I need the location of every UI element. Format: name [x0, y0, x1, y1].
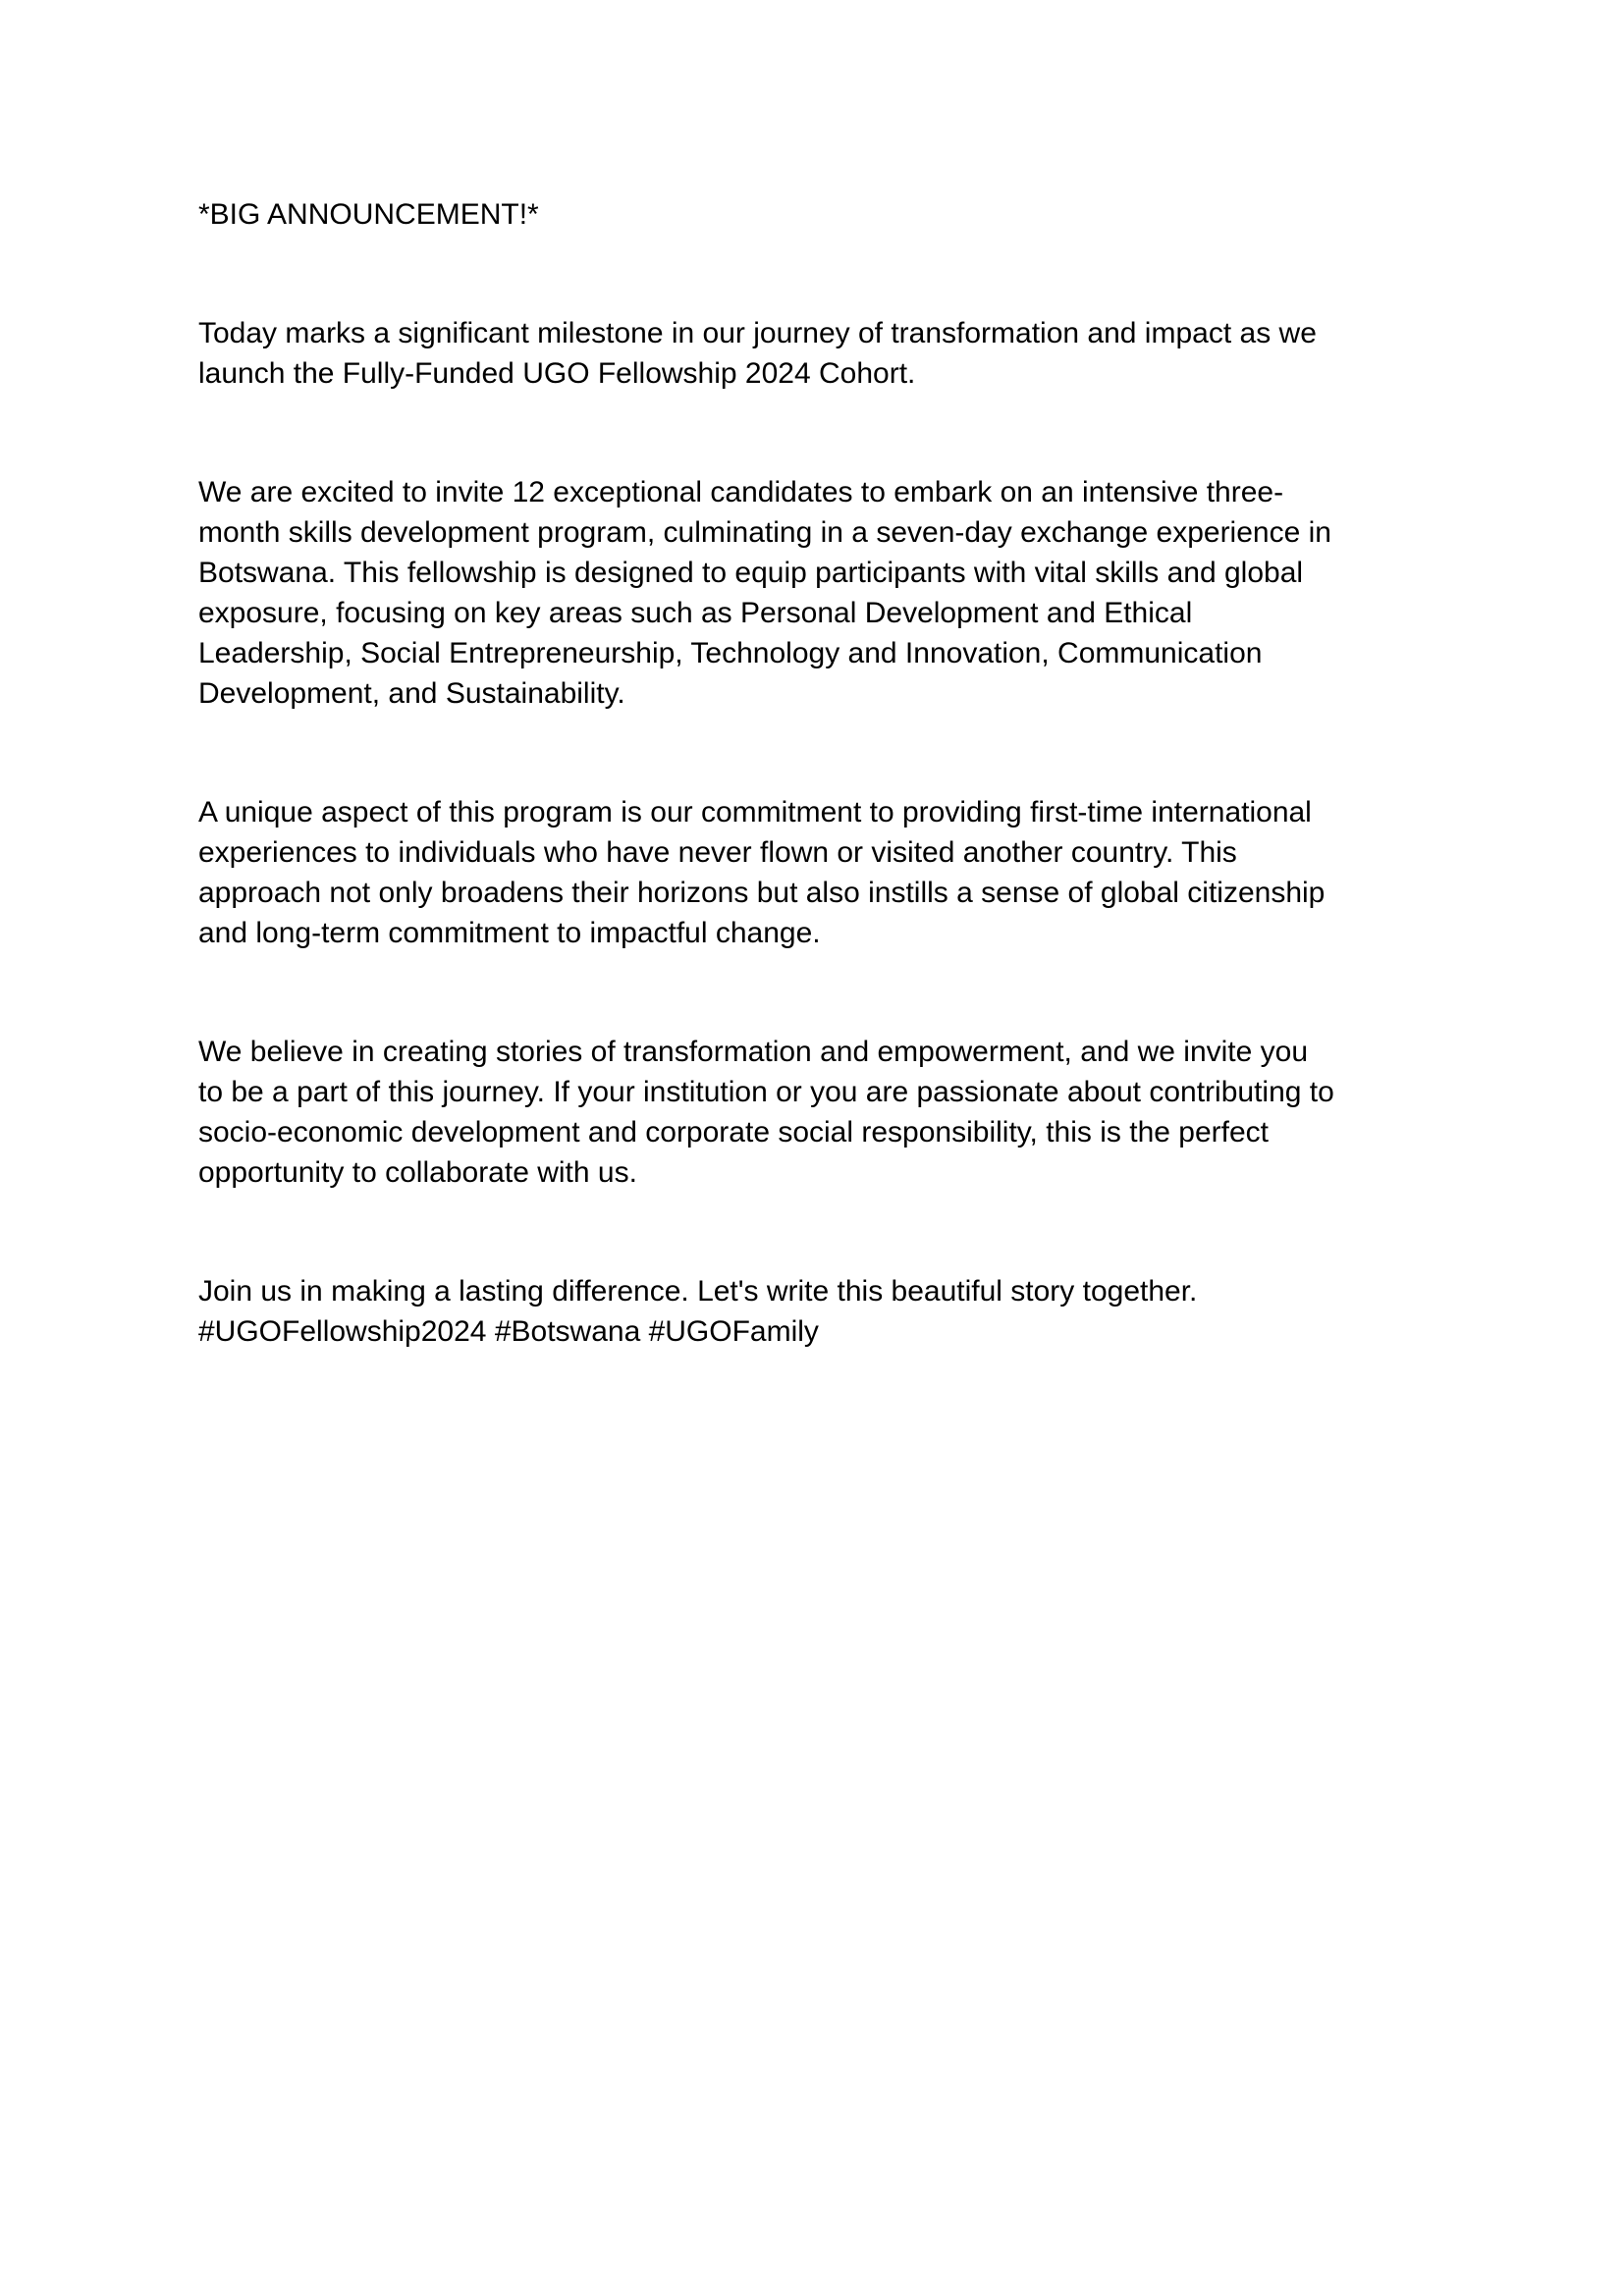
paragraph-closing [198, 1271, 1445, 1352]
paragraph-line: Join us in making a lasting difference. Let's write this beautiful story together. [198, 1275, 1198, 1308]
paragraph-line: Leadership, Social Entrepreneurship, Technology and Innovation, Communication [198, 637, 1263, 669]
paragraph-line: launch the Fully-Funded UGO Fellowship 2024 Cohort. [198, 357, 916, 390]
paragraph-line: We are excited to invite 12 exceptional candidates to embark on an intensive three- [198, 476, 1284, 508]
paragraph-line: to be a part of this journey. If your institution or you are passionate about contributing to [198, 1076, 1334, 1108]
paragraph-line: approach not only broadens their horizons but also instills a sense of global citizenship [198, 877, 1326, 909]
paragraph-line: Development, and Sustainability. [198, 677, 625, 710]
paragraph-line: We believe in creating stories of transformation and empowerment, and we invite you [198, 1036, 1309, 1068]
paragraph-line: Today marks a significant milestone in our journey of transformation and impact as we [198, 317, 1317, 349]
paragraph-line: experiences to individuals who have never flown or visited another country. This [198, 836, 1237, 869]
paragraph-line: socio-economic development and corporate social responsibility, this is the perfect [198, 1116, 1269, 1148]
paragraph-line: month skills development program, culminating in a seven-day exchange experience in [198, 516, 1331, 549]
announcement-heading: *BIG ANNOUNCEMENT!* [198, 198, 539, 231]
paragraph-line: A unique aspect of this program is our commitment to providing first-time international [198, 796, 1312, 828]
paragraph-unique-aspect [198, 792, 1445, 953]
paragraph-program [198, 472, 1445, 714]
paragraph-line: Botswana. This fellowship is designed to equip participants with vital skills and global [198, 557, 1304, 589]
paragraph-line: opportunity to collaborate with us. [198, 1156, 637, 1189]
hashtags: #UGOFellowship2024 #Botswana #UGOFamily [198, 1315, 819, 1348]
paragraph-invitation [198, 1032, 1445, 1193]
paragraph-intro [198, 313, 1445, 394]
paragraph-line: exposure, focusing on key areas such as Personal Development and Ethical [198, 597, 1193, 629]
document-body [198, 194, 1445, 1430]
paragraph-line: and long-term commitment to impactful change. [198, 917, 821, 949]
